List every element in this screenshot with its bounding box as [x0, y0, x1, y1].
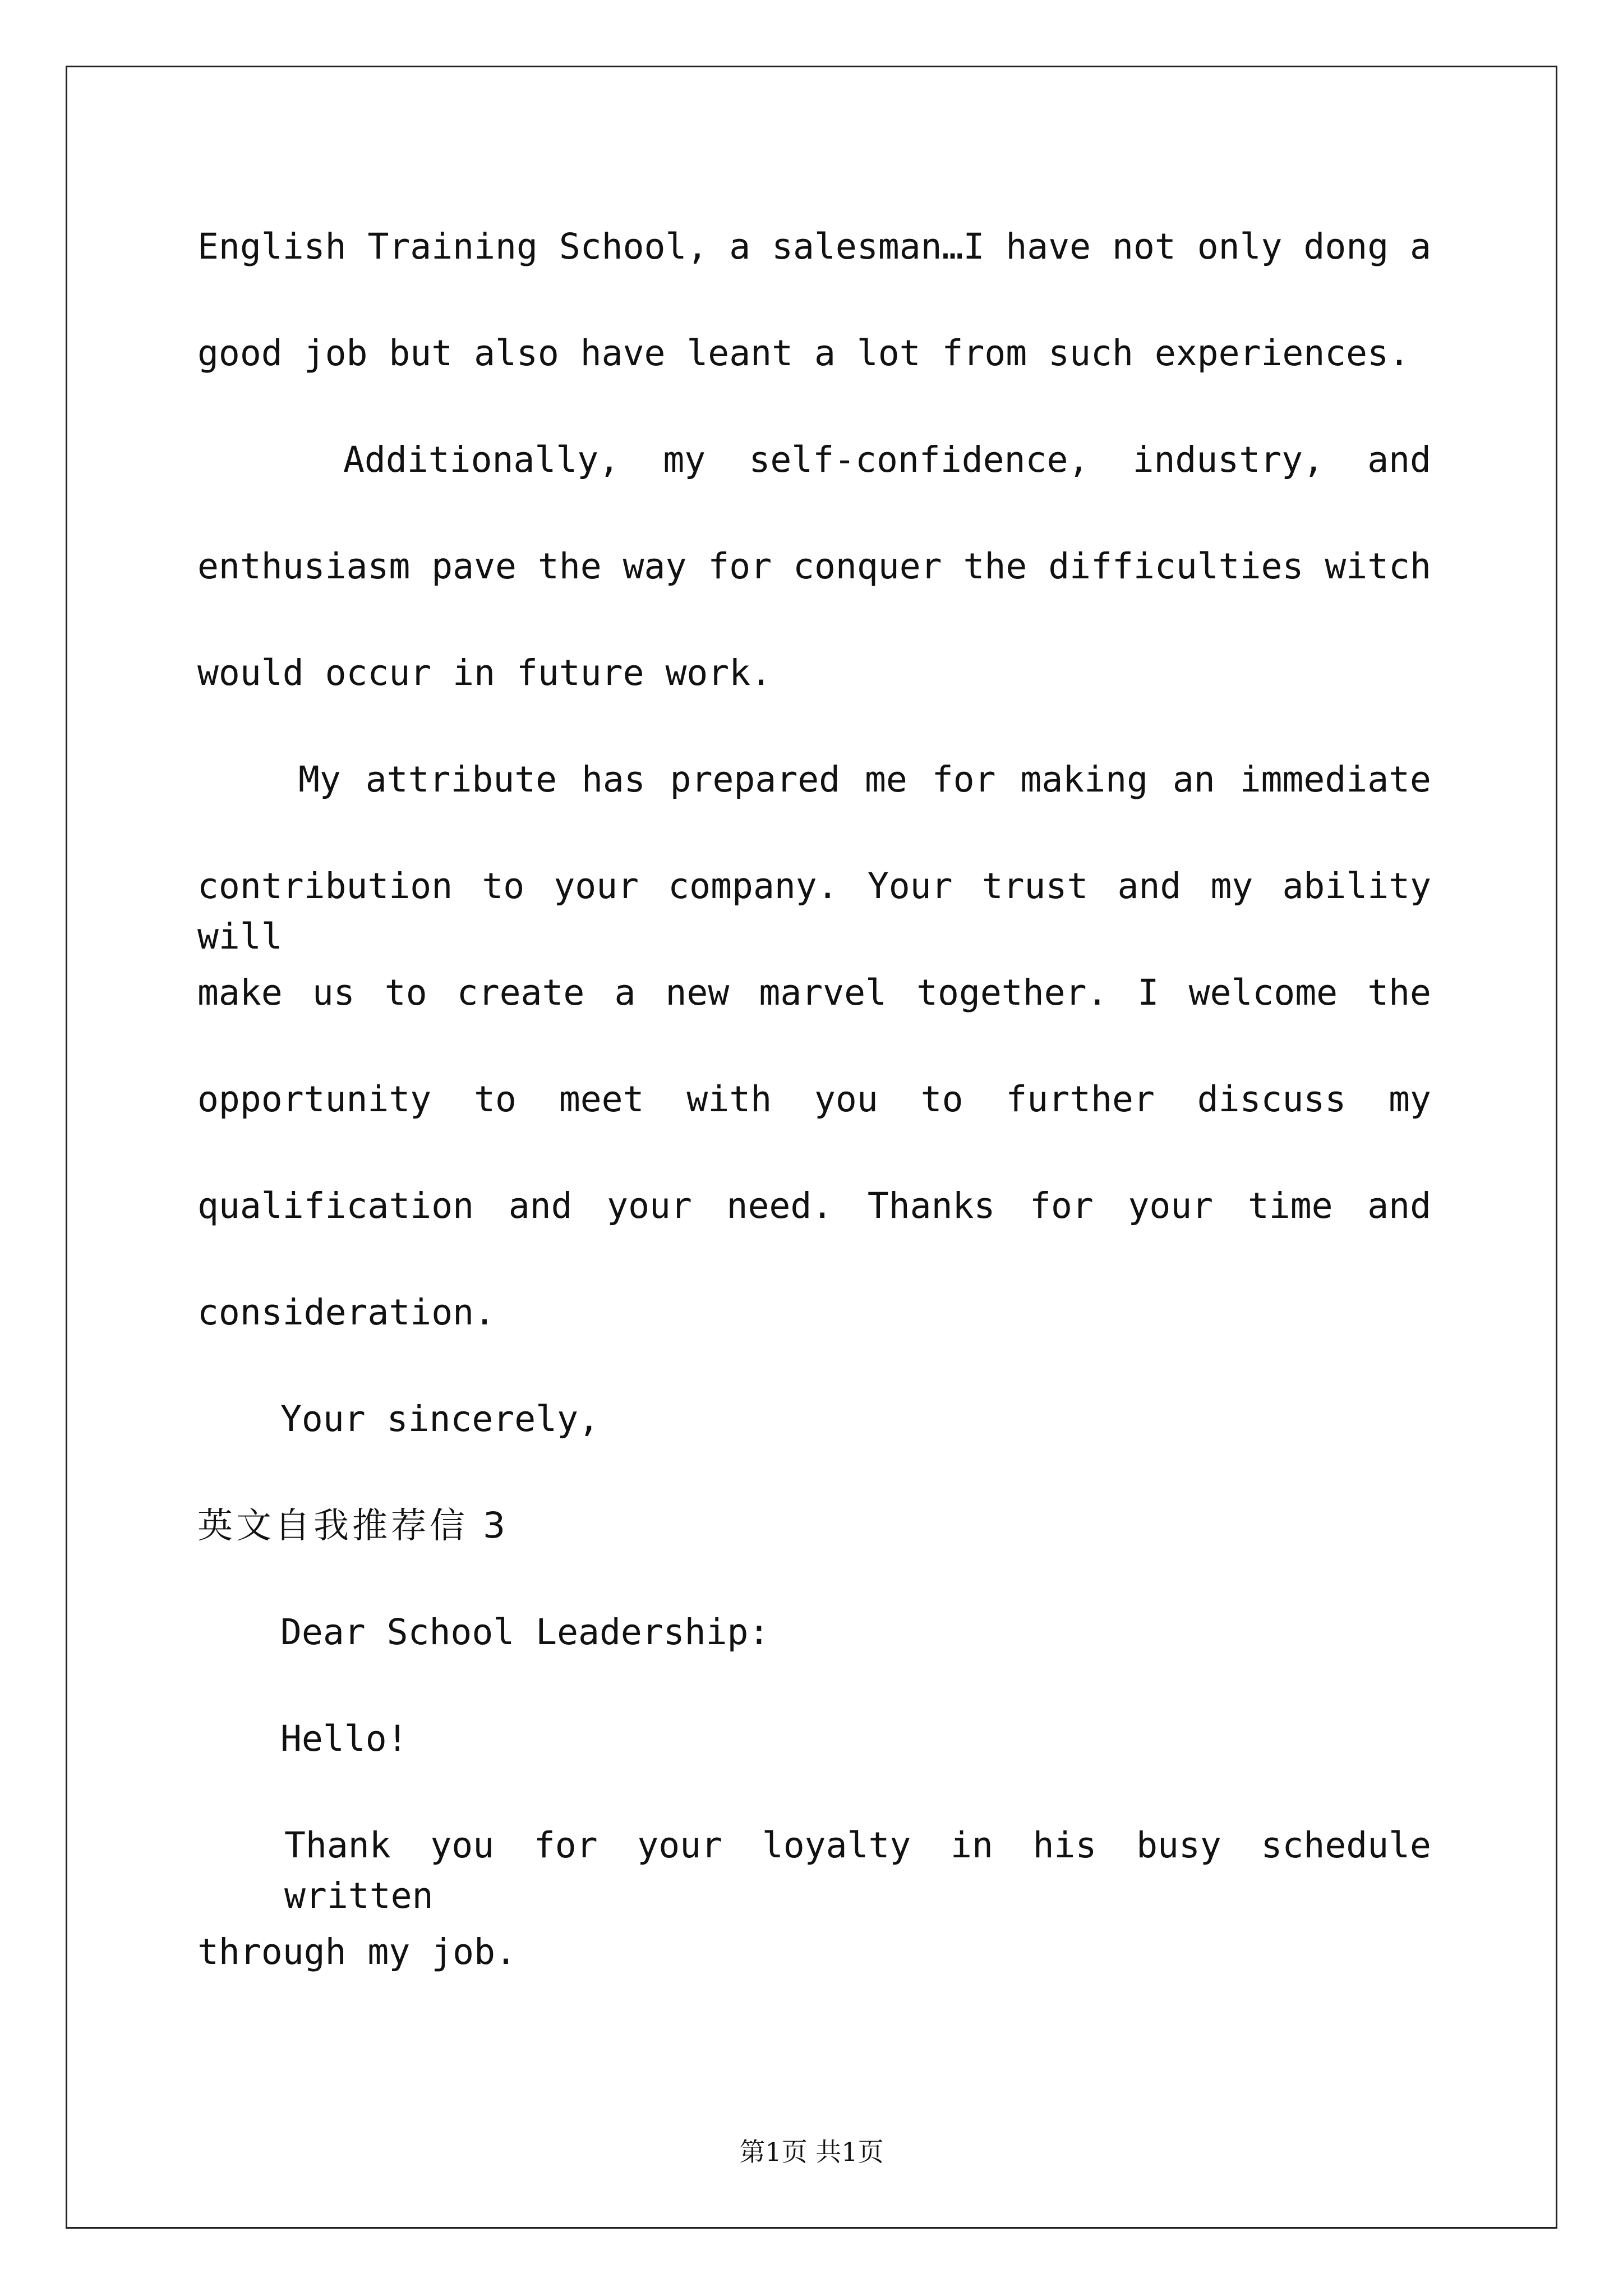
text-span: make us to create a new marvel together. I welcome the [197, 972, 1431, 1013]
text-span: 英文自我推荐信 3 [197, 1505, 509, 1546]
text-span: Hello! [280, 1718, 408, 1759]
text-line [197, 328, 1431, 435]
page-footer: 第1页 共1页 [739, 2137, 884, 2167]
text-line [197, 861, 1431, 968]
text-span: Additionally, my self-confidence, industry, and [343, 439, 1431, 480]
text-line [197, 541, 1431, 648]
text-span: qualification and your need. Thanks for your time and [197, 1185, 1431, 1226]
text-span: would occur in future work. [197, 652, 772, 693]
paragraph-start [197, 435, 1431, 541]
paragraph-start [197, 1820, 1431, 1927]
text-line [197, 222, 1431, 328]
text-span: enthusiasm pave the way for conquer the difficulties witch [197, 546, 1431, 587]
text-line [197, 1181, 1431, 1287]
text-span: Thank you for your loyalty in his busy schedule written [284, 1825, 1431, 1916]
text-line [197, 968, 1431, 1074]
text-span: English Training School, a salesman…I have not only dong a [197, 226, 1431, 267]
text-span: good job but also have leant a lot from such experiences. [197, 333, 1410, 374]
text-span: through my job. [197, 1931, 517, 1972]
text-span: Dear School Leadership: [280, 1612, 770, 1653]
text-line [197, 1927, 1431, 2033]
text-line [197, 1287, 1431, 1394]
section-heading [197, 1501, 1431, 1607]
text-line [197, 1074, 1431, 1181]
text-span: My attribute has prepared me for making an immediate [298, 759, 1431, 800]
text-span: consideration. [197, 1292, 496, 1333]
paragraph-start [197, 754, 1431, 861]
text-span: contribution to your company. Your trust and my ability will [197, 866, 1431, 957]
text-line [197, 648, 1431, 754]
greeting [197, 1714, 1431, 1820]
salutation [197, 1607, 1431, 1714]
document-body [197, 222, 1431, 2033]
text-span: opportunity to meet with you to further discuss my [197, 1079, 1431, 1120]
closing [197, 1394, 1431, 1501]
text-span: Your sincerely, [280, 1398, 600, 1439]
